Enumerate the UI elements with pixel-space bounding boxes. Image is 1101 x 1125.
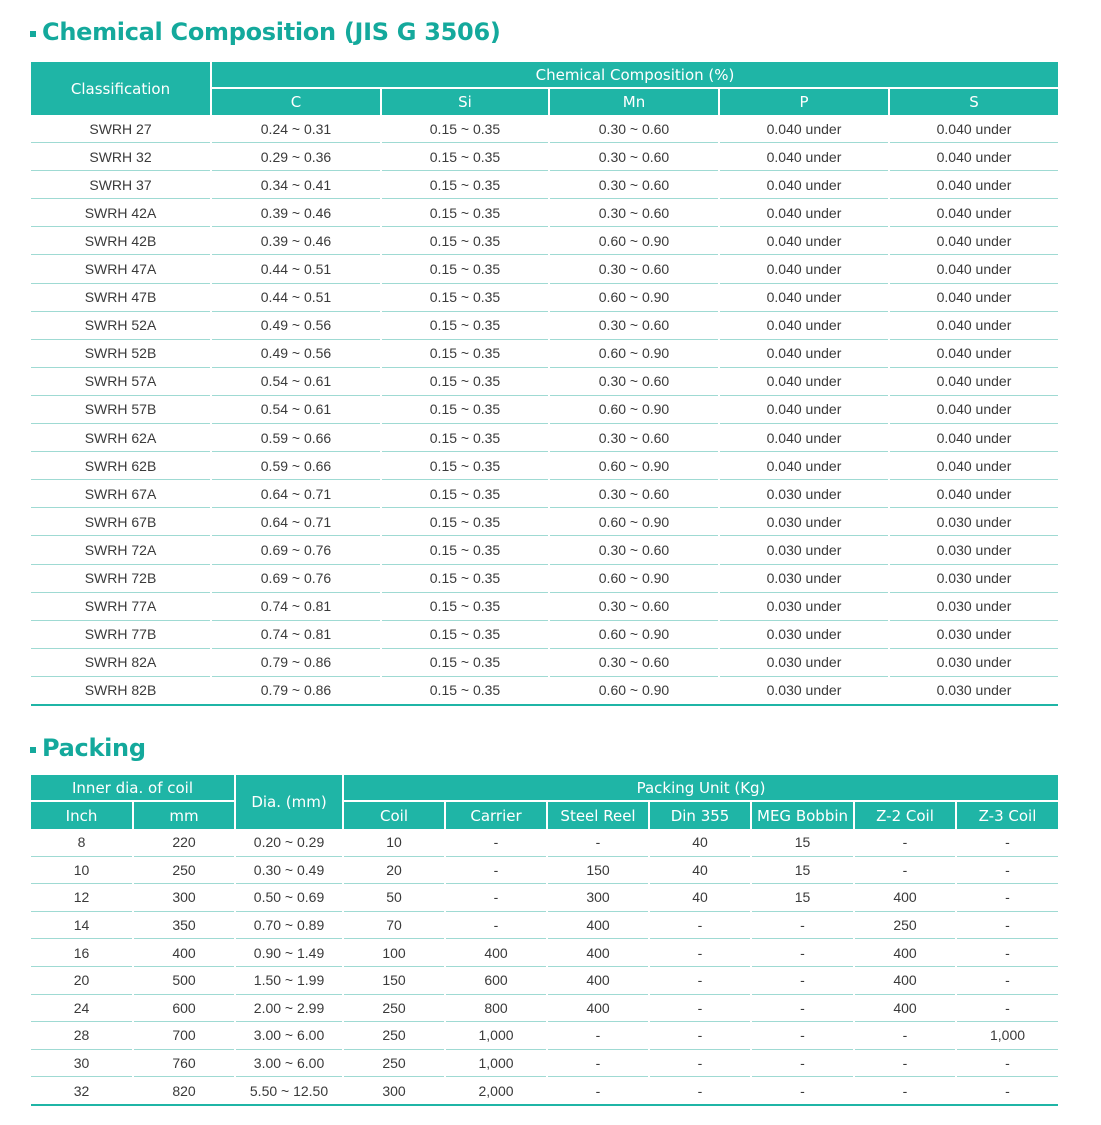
table-cell: 0.30 ~ 0.60 [549, 199, 719, 227]
table-cell: - [956, 911, 1058, 939]
table-cell: 0.040 under [719, 424, 889, 452]
table-cell: 0.030 under [889, 508, 1058, 536]
table-cell: 0.15 ~ 0.35 [381, 676, 549, 705]
classification-header: Classification [31, 62, 211, 115]
table-row [31, 939, 1058, 967]
table-cell: 0.040 under [889, 367, 1058, 395]
table-cell: SWRH 62B [31, 452, 211, 480]
table-cell: 0.040 under [889, 424, 1058, 452]
table-cell: 0.30 ~ 0.60 [549, 143, 719, 171]
table-row [31, 283, 1058, 311]
table-cell: 15 [751, 856, 854, 884]
table-row [31, 994, 1058, 1022]
table-row [31, 856, 1058, 884]
table-cell: 0.15 ~ 0.35 [381, 199, 549, 227]
table-cell: 0.15 ~ 0.35 [381, 115, 549, 143]
table-cell: 0.040 under [719, 115, 889, 143]
table-cell: 10 [343, 829, 445, 856]
unit-header-z3-coil: Z-3 Coil [956, 801, 1058, 829]
table-row [31, 452, 1058, 480]
table-cell: 0.70 ~ 0.89 [235, 911, 343, 939]
table-cell: 28 [31, 1022, 133, 1050]
table-cell: 0.15 ~ 0.35 [381, 171, 549, 199]
table-cell: 0.040 under [889, 452, 1058, 480]
inner-dia-header: Inner dia. of coil [31, 775, 235, 801]
table-cell: 32 [31, 1077, 133, 1105]
table-cell: 0.15 ~ 0.35 [381, 508, 549, 536]
table-cell: - [649, 911, 751, 939]
table-row [31, 676, 1058, 705]
table-cell: 40 [649, 856, 751, 884]
table-cell: 0.30 ~ 0.60 [549, 115, 719, 143]
table-cell: 700 [133, 1022, 235, 1050]
table-cell: 0.79 ~ 0.86 [211, 676, 381, 705]
chemical-composition-header: Chemical Composition (%) [211, 62, 1058, 88]
table-cell: 16 [31, 939, 133, 967]
table-cell: 0.49 ~ 0.56 [211, 311, 381, 339]
table-cell: 400 [547, 966, 649, 994]
table-cell: 1,000 [445, 1022, 547, 1050]
table-cell: 0.040 under [889, 480, 1058, 508]
table-cell: SWRH 27 [31, 115, 211, 143]
table-row [31, 199, 1058, 227]
table-cell: 0.040 under [719, 227, 889, 255]
table-row [31, 648, 1058, 676]
table-cell: 0.040 under [889, 115, 1058, 143]
table-row [31, 620, 1058, 648]
table-cell: 250 [133, 856, 235, 884]
table-cell: 400 [854, 994, 956, 1022]
table-cell: 0.15 ~ 0.35 [381, 255, 549, 283]
unit-header-coil: Coil [343, 801, 445, 829]
table-cell: 0.040 under [889, 311, 1058, 339]
table-row [31, 1049, 1058, 1077]
table-cell: 400 [547, 939, 649, 967]
table-row [31, 424, 1058, 452]
table-cell: 0.90 ~ 1.49 [235, 939, 343, 967]
table-cell: 0.79 ~ 0.86 [211, 648, 381, 676]
table-cell: 0.030 under [889, 620, 1058, 648]
table-cell: 250 [343, 1049, 445, 1077]
table-cell: 300 [133, 884, 235, 912]
table-cell: 1.50 ~ 1.99 [235, 966, 343, 994]
table-cell: 0.64 ~ 0.71 [211, 480, 381, 508]
table-cell: 0.60 ~ 0.90 [549, 620, 719, 648]
table-cell: 500 [133, 966, 235, 994]
table-cell: SWRH 32 [31, 143, 211, 171]
unit-header-din-355: Din 355 [649, 801, 751, 829]
table-cell: 250 [343, 1022, 445, 1050]
table-cell: 3.00 ~ 6.00 [235, 1022, 343, 1050]
table-cell: 400 [133, 939, 235, 967]
table-cell: - [956, 994, 1058, 1022]
table-cell: - [649, 1049, 751, 1077]
table-cell: 0.040 under [889, 227, 1058, 255]
table-cell: 0.030 under [719, 480, 889, 508]
table-cell: 0.030 under [889, 536, 1058, 564]
table-cell: - [956, 884, 1058, 912]
table-cell: 0.040 under [719, 339, 889, 367]
table-row [31, 1077, 1058, 1105]
table-cell: 0.040 under [719, 255, 889, 283]
table-cell: 0.54 ~ 0.61 [211, 367, 381, 395]
table-cell: 0.040 under [719, 395, 889, 423]
element-header-si: Si [381, 88, 549, 115]
table-cell: 0.15 ~ 0.35 [381, 592, 549, 620]
table-cell: 0.60 ~ 0.90 [549, 395, 719, 423]
table-cell: 820 [133, 1077, 235, 1105]
table-row [31, 395, 1058, 423]
table-cell: - [751, 939, 854, 967]
table-cell: SWRH 77A [31, 592, 211, 620]
table-cell: SWRH 52B [31, 339, 211, 367]
table-row [31, 884, 1058, 912]
table-cell: 250 [343, 994, 445, 1022]
title-bullet [30, 747, 36, 753]
unit-header-meg-bobbin: MEG Bobbin [751, 801, 854, 829]
table-cell: 0.24 ~ 0.31 [211, 115, 381, 143]
table-cell: 0.60 ~ 0.90 [549, 283, 719, 311]
table-cell: 14 [31, 911, 133, 939]
table-cell: 0.44 ~ 0.51 [211, 283, 381, 311]
table-cell: 5.50 ~ 12.50 [235, 1077, 343, 1105]
table-cell: 0.60 ~ 0.90 [549, 676, 719, 705]
table-cell: - [751, 1049, 854, 1077]
table-cell: 0.15 ~ 0.35 [381, 227, 549, 255]
table-cell: 0.040 under [719, 311, 889, 339]
table-cell: - [751, 911, 854, 939]
table-cell: - [547, 1077, 649, 1105]
table-cell: 0.15 ~ 0.35 [381, 536, 549, 564]
title-bullet [30, 31, 36, 37]
inch-header: Inch [31, 801, 133, 829]
table-row [31, 367, 1058, 395]
table-cell: 50 [343, 884, 445, 912]
table-cell: SWRH 57B [31, 395, 211, 423]
table-cell: 0.30 ~ 0.60 [549, 311, 719, 339]
table-cell: - [854, 856, 956, 884]
unit-header-steel-reel: Steel Reel [547, 801, 649, 829]
table-cell: 0.60 ~ 0.90 [549, 452, 719, 480]
table-cell: 0.030 under [719, 620, 889, 648]
table-cell: 0.040 under [889, 171, 1058, 199]
table-cell: 0.030 under [719, 536, 889, 564]
packing-title [30, 734, 146, 762]
table-cell: - [649, 994, 751, 1022]
element-header-c: C [211, 88, 381, 115]
table-cell: 0.44 ~ 0.51 [211, 255, 381, 283]
table-cell: 0.15 ~ 0.35 [381, 648, 549, 676]
table-cell: 20 [343, 856, 445, 884]
table-cell: 0.60 ~ 0.90 [549, 227, 719, 255]
table-cell: 0.030 under [719, 564, 889, 592]
table-cell: 10 [31, 856, 133, 884]
table-cell: 0.29 ~ 0.36 [211, 143, 381, 171]
table-cell: 600 [133, 994, 235, 1022]
table-cell: 0.30 ~ 0.60 [549, 536, 719, 564]
table-cell: 0.040 under [889, 143, 1058, 171]
table-cell: 12 [31, 884, 133, 912]
table-cell: SWRH 42A [31, 199, 211, 227]
table-cell: SWRH 72A [31, 536, 211, 564]
packing-title-text: Packing [42, 734, 146, 762]
table-row [31, 564, 1058, 592]
table-cell: 0.15 ~ 0.35 [381, 339, 549, 367]
table-cell: 0.040 under [719, 367, 889, 395]
packing-table [31, 775, 1058, 1106]
chemical-composition-title [30, 18, 501, 46]
table-row [31, 171, 1058, 199]
table-cell: 0.15 ~ 0.35 [381, 564, 549, 592]
table-cell: - [751, 994, 854, 1022]
table-cell: SWRH 62A [31, 424, 211, 452]
table-cell: 0.39 ~ 0.46 [211, 199, 381, 227]
table-cell: 15 [751, 884, 854, 912]
table-cell: 0.60 ~ 0.90 [549, 339, 719, 367]
table-cell: - [751, 1022, 854, 1050]
table-cell: 0.30 ~ 0.60 [549, 480, 719, 508]
table-cell: 150 [343, 966, 445, 994]
table-cell: - [751, 966, 854, 994]
table-cell: - [854, 1077, 956, 1105]
table-cell: 0.15 ~ 0.35 [381, 311, 549, 339]
table-cell: SWRH 67B [31, 508, 211, 536]
table-cell: 0.040 under [889, 199, 1058, 227]
table-cell: 0.15 ~ 0.35 [381, 283, 549, 311]
chemical-table-body [31, 115, 1058, 705]
table-cell: 0.040 under [889, 255, 1058, 283]
table-cell: SWRH 82A [31, 648, 211, 676]
table-cell: 0.60 ~ 0.90 [549, 564, 719, 592]
element-header-s: S [889, 88, 1058, 115]
table-cell: SWRH 77B [31, 620, 211, 648]
table-cell: - [649, 966, 751, 994]
table-cell: 0.49 ~ 0.56 [211, 339, 381, 367]
table-row [31, 592, 1058, 620]
table-row [31, 115, 1058, 143]
table-cell: 3.00 ~ 6.00 [235, 1049, 343, 1077]
table-row [31, 255, 1058, 283]
table-cell: 300 [547, 884, 649, 912]
table-cell: 70 [343, 911, 445, 939]
table-cell: SWRH 47A [31, 255, 211, 283]
table-cell: - [445, 911, 547, 939]
table-cell: 0.030 under [889, 648, 1058, 676]
table-cell: - [649, 1077, 751, 1105]
table-cell: 300 [343, 1077, 445, 1105]
element-header-p: P [719, 88, 889, 115]
table-cell: 0.030 under [889, 564, 1058, 592]
table-cell: 1,000 [956, 1022, 1058, 1050]
table-cell: 600 [445, 966, 547, 994]
table-row [31, 311, 1058, 339]
table-cell: - [956, 966, 1058, 994]
table-cell: 0.50 ~ 0.69 [235, 884, 343, 912]
table-row [31, 227, 1058, 255]
table-cell: SWRH 72B [31, 564, 211, 592]
table-cell: 0.74 ~ 0.81 [211, 592, 381, 620]
table-cell: 0.30 ~ 0.49 [235, 856, 343, 884]
table-cell: 800 [445, 994, 547, 1022]
table-cell: 0.040 under [889, 283, 1058, 311]
table-cell: 400 [547, 994, 649, 1022]
table-cell: 0.040 under [719, 452, 889, 480]
table-cell: 0.64 ~ 0.71 [211, 508, 381, 536]
element-header-mn: Mn [549, 88, 719, 115]
table-cell: SWRH 52A [31, 311, 211, 339]
unit-header-carrier: Carrier [445, 801, 547, 829]
table-cell: 0.030 under [719, 592, 889, 620]
table-cell: 0.69 ~ 0.76 [211, 536, 381, 564]
table-cell: 30 [31, 1049, 133, 1077]
chemical-title-text: Chemical Composition (JIS G 3506) [42, 18, 501, 46]
table-cell: 150 [547, 856, 649, 884]
table-row [31, 829, 1058, 856]
table-cell: 20 [31, 966, 133, 994]
table-cell: - [547, 1049, 649, 1077]
table-cell: 0.39 ~ 0.46 [211, 227, 381, 255]
table-cell: SWRH 67A [31, 480, 211, 508]
table-cell: 400 [854, 884, 956, 912]
table-cell: - [445, 884, 547, 912]
table-cell: 0.20 ~ 0.29 [235, 829, 343, 856]
table-cell: 0.030 under [719, 676, 889, 705]
table-cell: 0.030 under [889, 676, 1058, 705]
table-cell: - [445, 856, 547, 884]
table-row [31, 480, 1058, 508]
table-cell: - [956, 1049, 1058, 1077]
table-cell: - [956, 1077, 1058, 1105]
table-cell: 250 [854, 911, 956, 939]
table-cell: SWRH 47B [31, 283, 211, 311]
table-cell: 8 [31, 829, 133, 856]
table-row [31, 966, 1058, 994]
table-cell: 100 [343, 939, 445, 967]
table-cell: 2,000 [445, 1077, 547, 1105]
table-cell: - [854, 829, 956, 856]
table-cell: 350 [133, 911, 235, 939]
table-cell: 15 [751, 829, 854, 856]
table-cell: - [854, 1022, 956, 1050]
table-row [31, 143, 1058, 171]
table-cell: 0.15 ~ 0.35 [381, 620, 549, 648]
table-cell: SWRH 37 [31, 171, 211, 199]
mm-header: mm [133, 801, 235, 829]
table-cell: 0.040 under [889, 395, 1058, 423]
table-cell: 40 [649, 829, 751, 856]
table-cell: 0.040 under [889, 339, 1058, 367]
table-cell: - [649, 1022, 751, 1050]
table-cell: 0.60 ~ 0.90 [549, 508, 719, 536]
table-cell: 0.040 under [719, 283, 889, 311]
table-cell: - [956, 856, 1058, 884]
table-cell: 0.15 ~ 0.35 [381, 143, 549, 171]
table-cell: - [854, 1049, 956, 1077]
table-cell: 2.00 ~ 2.99 [235, 994, 343, 1022]
table-cell: 220 [133, 829, 235, 856]
table-cell: 0.15 ~ 0.35 [381, 480, 549, 508]
table-cell: 0.030 under [719, 648, 889, 676]
table-cell: 0.30 ~ 0.60 [549, 648, 719, 676]
packing-table-body [31, 829, 1058, 1105]
unit-header-z2-coil: Z-2 Coil [854, 801, 956, 829]
table-cell: - [649, 939, 751, 967]
table-cell: 0.040 under [719, 171, 889, 199]
table-cell: - [547, 1022, 649, 1050]
table-cell: - [547, 829, 649, 856]
table-row [31, 339, 1058, 367]
table-cell: 400 [547, 911, 649, 939]
table-cell: 0.30 ~ 0.60 [549, 171, 719, 199]
table-cell: 0.30 ~ 0.60 [549, 592, 719, 620]
packing-unit-header: Packing Unit (Kg) [343, 775, 1058, 801]
table-cell: 400 [854, 966, 956, 994]
table-cell: SWRH 42B [31, 227, 211, 255]
table-cell: 0.30 ~ 0.60 [549, 255, 719, 283]
table-cell: - [445, 829, 547, 856]
table-cell: 0.30 ~ 0.60 [549, 424, 719, 452]
table-cell: 0.030 under [719, 508, 889, 536]
table-cell: 0.69 ~ 0.76 [211, 564, 381, 592]
table-cell: - [956, 829, 1058, 856]
table-cell: 40 [649, 884, 751, 912]
chemical-composition-table [31, 62, 1058, 706]
table-cell: 0.040 under [719, 199, 889, 227]
table-cell: - [956, 939, 1058, 967]
table-cell: 1,000 [445, 1049, 547, 1077]
table-row [31, 911, 1058, 939]
table-cell: 760 [133, 1049, 235, 1077]
table-cell: 0.30 ~ 0.60 [549, 367, 719, 395]
dia-header: Dia. (mm) [235, 775, 343, 829]
table-cell: 0.54 ~ 0.61 [211, 395, 381, 423]
table-cell: SWRH 57A [31, 367, 211, 395]
table-cell: 24 [31, 994, 133, 1022]
table-cell: 0.15 ~ 0.35 [381, 452, 549, 480]
table-cell: 0.74 ~ 0.81 [211, 620, 381, 648]
table-cell: SWRH 82B [31, 676, 211, 705]
table-cell: 0.34 ~ 0.41 [211, 171, 381, 199]
table-cell: 0.15 ~ 0.35 [381, 395, 549, 423]
table-cell: 0.59 ~ 0.66 [211, 424, 381, 452]
table-cell: 0.15 ~ 0.35 [381, 424, 549, 452]
table-cell: 0.030 under [889, 592, 1058, 620]
table-cell: 0.15 ~ 0.35 [381, 367, 549, 395]
table-cell: - [751, 1077, 854, 1105]
table-row [31, 508, 1058, 536]
table-cell: 400 [854, 939, 956, 967]
table-row [31, 536, 1058, 564]
table-cell: 400 [445, 939, 547, 967]
table-cell: 0.59 ~ 0.66 [211, 452, 381, 480]
table-row [31, 1022, 1058, 1050]
table-cell: 0.040 under [719, 143, 889, 171]
